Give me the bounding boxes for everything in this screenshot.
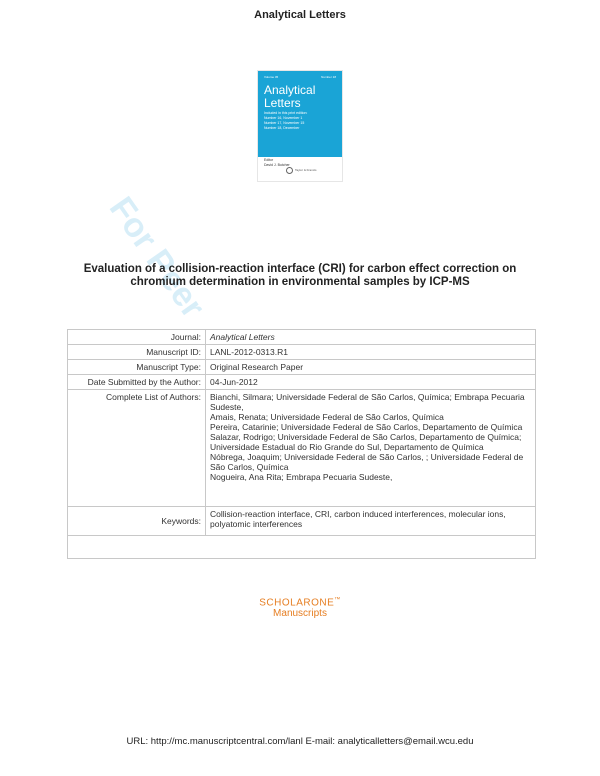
publisher-logo-icon	[286, 167, 293, 174]
running-header: Analytical Letters	[254, 9, 346, 21]
empty-row	[68, 536, 536, 559]
footer-contact: URL: http://mc.manuscriptcentral.com/lanl E-mail: analyticalletters@email.wcu.edu	[126, 736, 474, 747]
scholarone-sub: Manuscripts	[273, 608, 327, 620]
table-row	[68, 360, 536, 375]
paper-title: Evaluation of a collision-reaction interface (CRI) for carbon effect correction on chromium determination in environmental samples by ICP-MS	[83, 263, 517, 288]
cover-volume: Volume 45	[264, 75, 279, 79]
authors-label: Complete List of Authors:	[68, 390, 206, 507]
cover-journal-name: Analytical Letters	[264, 83, 316, 110]
for-peer-review-watermark: For Peer	[101, 190, 213, 325]
scholarone-brand-text: SCHOLARONE	[259, 597, 335, 609]
manuscript-id-label: Manuscript ID:	[68, 345, 206, 360]
scholarone-tm: ™	[334, 597, 341, 603]
table-row	[68, 330, 536, 345]
table-row	[68, 345, 536, 360]
scholarone-brand	[0, 597, 600, 608]
cover-number: Number 18	[321, 75, 336, 79]
scholarone-logo	[0, 597, 600, 619]
cover-editor-label: Editor	[264, 158, 274, 162]
journal-label: Journal:	[68, 330, 206, 345]
keywords-value: Collision-reaction interface, CRI, carbon induced interferences, molecular ions, polyatomic interferences	[206, 507, 536, 536]
cover-publisher-name: Taylor & Francis	[295, 167, 317, 172]
journal-value: Analytical Letters	[206, 330, 536, 345]
cover-blue-panel	[258, 71, 342, 157]
manuscript-type-label: Manuscript Type:	[68, 360, 206, 375]
authors-value: Bianchi, Silmara; Universidade Federal de São Carlos, Química; Embrapa Pecuaria Sudeste, Amais, Renata; Universidade Federal de São Carlos, Química Pereira, Catarinie; Universidade Federal de São Carlos, Departamento de Química Salazar, Rodrigo; Universidade Federal de São Carlos, Departamento de Química; Universidade Estadual do Rio Grande do Sul, Departamento de Química Nóbrega, Joaquim; Universidade Federal de São Carlos, ; Universidade Federal de São Carlos, Química Nogueira, Ana Rita; Embrapa Pecuaria Sudeste,	[206, 390, 536, 507]
manuscript-type-value: Original Research Paper	[206, 360, 536, 375]
keywords-label: Keywords:	[68, 507, 206, 536]
manuscript-id-value: LANL-2012-0313.R1	[206, 345, 536, 360]
cover-editor-name: David J. Butcher	[264, 163, 290, 167]
table-row	[68, 507, 536, 536]
manuscript-metadata-table	[67, 329, 536, 559]
table-row	[68, 536, 536, 559]
cover-issue-line: Included in this print edition: Number 16, November 1 Number 17, November 15 Number 18, December	[264, 111, 308, 130]
cover-top-row	[264, 75, 336, 79]
date-submitted-value: 04-Jun-2012	[206, 375, 536, 390]
journal-cover-image	[258, 71, 342, 181]
date-submitted-label: Date Submitted by the Author:	[68, 375, 206, 390]
cover-publisher	[286, 167, 317, 174]
table-row	[68, 375, 536, 390]
table-row	[68, 390, 536, 507]
